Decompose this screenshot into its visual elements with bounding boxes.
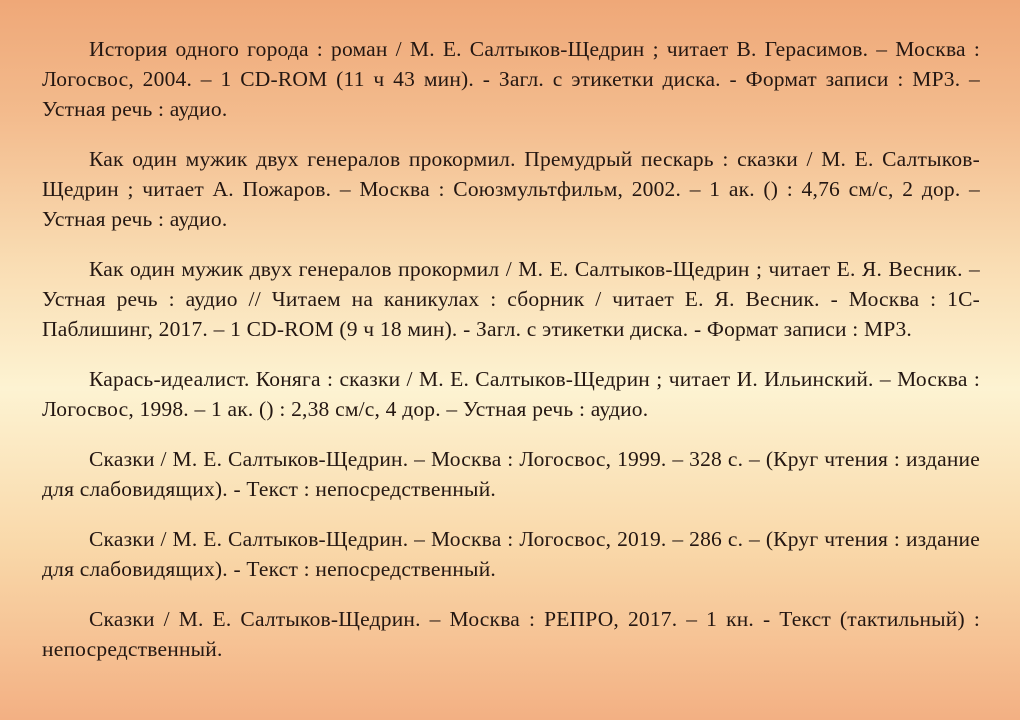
bibliography-list <box>42 34 980 664</box>
bibliography-entry: Сказки / М. Е. Салтыков-Щедрин. – Москва : Логосвос, 2019. – 286 с. – (Круг чтения : издание для слабовидящих). - Текст : непосредственный. <box>42 527 980 581</box>
bibliography-entry: История одного города : роман / М. Е. Салтыков-Щедрин ; читает В. Герасимов. – Москва : Логосвос, 2004. – 1 CD-ROM (11 ч 43 мин). - Загл. с этикетки диска. - Формат записи : MP3. – Устная речь : аудио. <box>42 37 980 121</box>
bibliography-entry: Как один мужик двух генералов прокормил. Премудрый пескарь : сказки / М. Е. Салтыков-Щедрин ; читает А. Пожаров. – Москва : Союзмультфильм, 2002. – 1 ак. () : 4,76 см/с, 2 дор. – Устная речь : аудио. <box>42 147 980 231</box>
bibliography-entry: Как один мужик двух генералов прокормил / М. Е. Салтыков-Щедрин ; читает Е. Я. Весник. – Устная речь : аудио // Читаем на каникулах : сборник / читает Е. Я. Весник. - Москва : 1С-Паблишинг, 2017. – 1 CD-ROM (9 ч 18 мин). - Загл. с этикетки диска. - Формат записи : MP3. <box>42 257 980 341</box>
bibliography-entry: Сказки / М. Е. Салтыков-Щедрин. – Москва : РЕПРО, 2017. – 1 кн. - Текст (тактильный) : непосредственный. <box>42 607 980 661</box>
bibliography-entry: Сказки / М. Е. Салтыков-Щедрин. – Москва : Логосвос, 1999. – 328 с. – (Круг чтения : издание для слабовидящих). - Текст : непосредственный. <box>42 447 980 501</box>
bibliography-entry: Карась-идеалист. Коняга : сказки / М. Е. Салтыков-Щедрин ; читает И. Ильинский. – Москва : Логосвос, 1998. – 1 ак. () : 2,38 см/с, 4 дор. – Устная речь : аудио. <box>42 367 980 421</box>
